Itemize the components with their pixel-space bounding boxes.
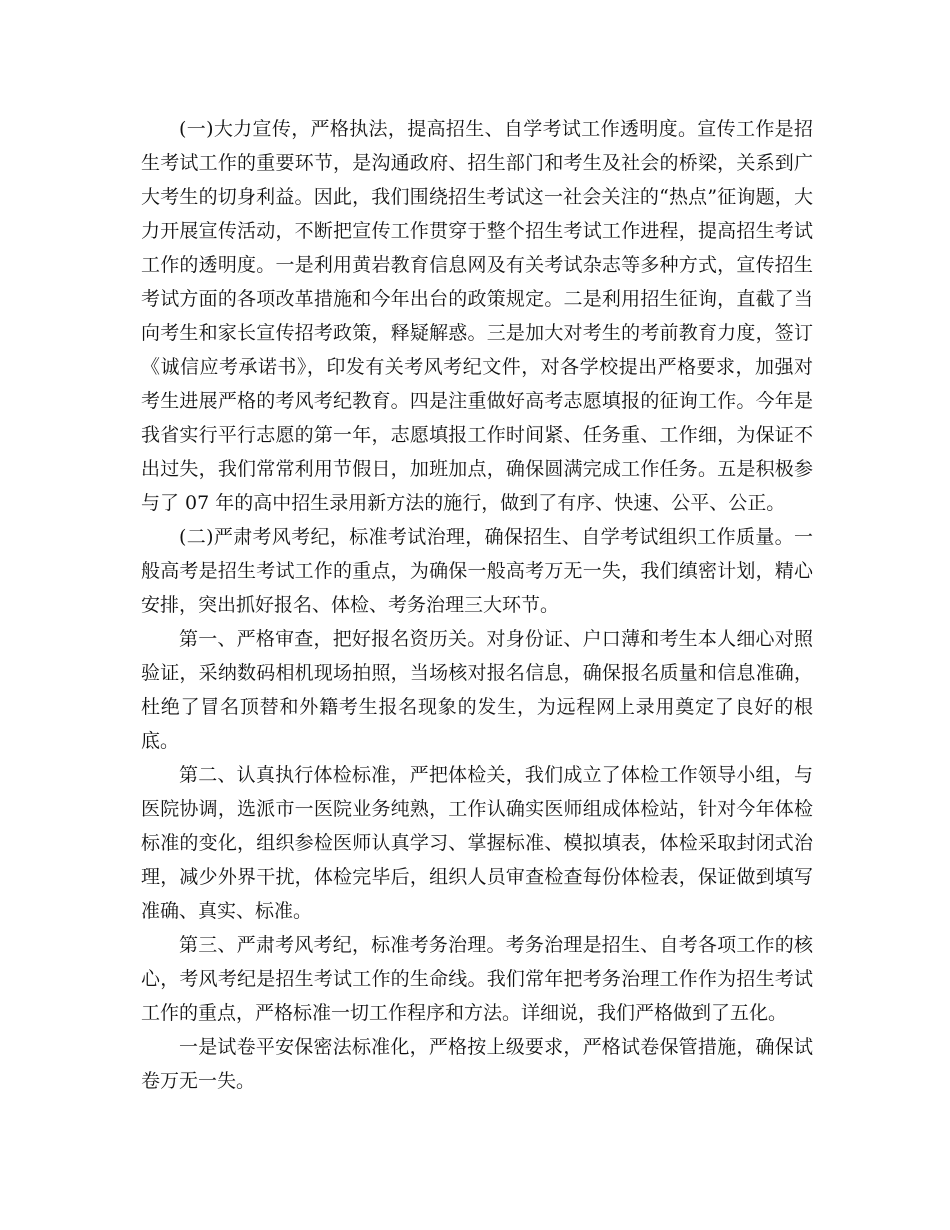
paragraph-registration-review: 第一、严格审查，把好报名资历关。对身份证、户口薄和考生本人细心对照验证，采纳数码相机现场拍照，当场核对报名信息，确保报名质量和信息准确，杜绝了冒名顶替和外籍考生报名现象的发生，为远程网上录用奠定了良好的根底。 [141, 628, 813, 752]
document-page [141, 112, 813, 1098]
paragraph-exam-affairs: 第三、严肃考风考纪，标准考务治理。考务治理是招生、自考各项工作的核心，考风考纪是招生考试工作的生命线。我们常年把考务治理工作作为招生考试工作的重点，严格标准一切工作程序和方法。详细说，我们严格做到了五化。 [141, 934, 813, 1024]
paragraph-publicity: (一)大力宣传，严格执法，提高招生、自学考试工作透明度。宣传工作是招生考试工作的重要环节，是沟通政府、招生部门和考生及社会的桥梁，关系到广大考生的切身利益。因此，我们围绕招生考试这一社会关注的“热点”征询题，大力开展宣传活动，不断把宣传工作贯穿于整个招生考试工作进程，提高招生考试工作的透明度。一是利用黄岩教育信息网及有关考试杂志等多种方式，宣传招生考试方面的各项改革措施和今年出台的政策规定。二是利用招生征询，直截了当向考生和家长宣传招考政策，释疑解惑。三是加大对考生的考前教育力度，签订《诚信应考承诺书》，印发有关考风考纪文件，对各学校提出严格要求，加强对考生进展严格的考风考纪教育。四是注重做好高考志愿填报的征询工作。今年是我省实行平行志愿的第一年，志愿填报工作时间紧、任务重、工作细，为保证不出过失，我们常常利用节假日，加班加点，确保圆满完成工作任务。五是积极参与了 07 年的高中招生录用新方法的施行，做到了有序、快速、公平、公正。 [141, 118, 813, 514]
paragraph-medical-check: 第二、认真执行体检标准，严把体检关，我们成立了体检工作领导小组，与医院协调，选派市一医院业务纯熟，工作认确实医师组成体检站，针对今年体检标准的变化，组织参检医师认真学习、掌握标准、模拟填表，体检采取封闭式治理，减少外界干扰，体检完毕后，组织人员审查检查每份体检表，保证做到填写准确、真实、标准。 [141, 764, 813, 922]
paragraph-paper-security: 一是试卷平安保密法标准化，严格按上级要求，严格试卷保管措施，确保试卷万无一失。 [141, 1036, 813, 1092]
paragraph-exam-discipline: (二)严肃考风考纪，标准考试治理，确保招生、自学考试组织工作质量。一般高考是招生考试工作的重点，为确保一般高考万无一失，我们缜密计划，精心安排，突出抓好报名、体检、考务治理三大环节。 [141, 526, 813, 616]
